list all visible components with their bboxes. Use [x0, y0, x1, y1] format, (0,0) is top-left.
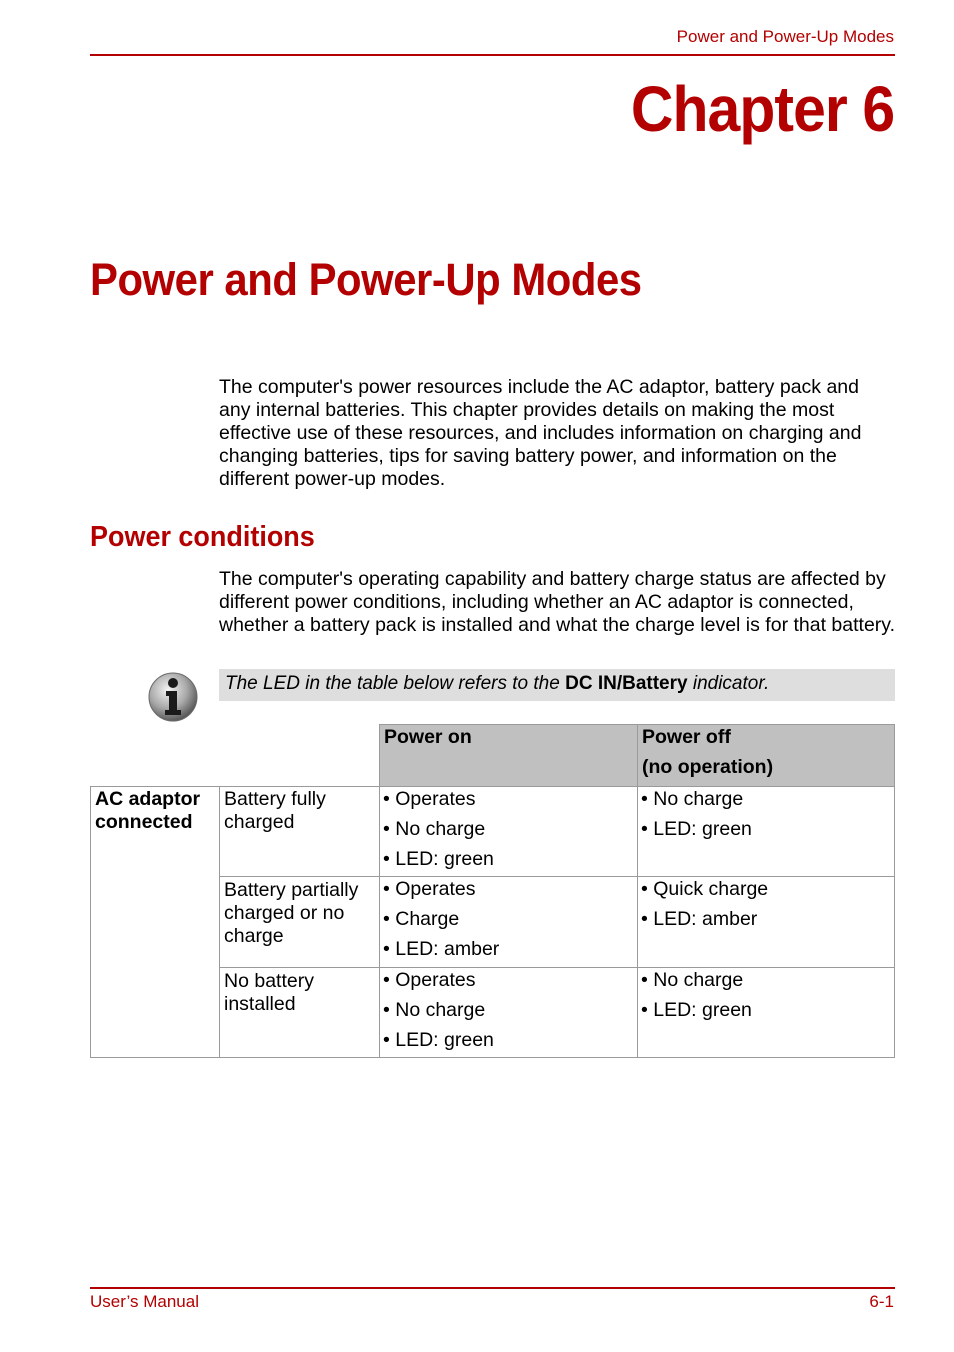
intro-paragraph: The computer's power resources include the AC adaptor, battery pack and any internal batteries. This chapter provides details on making the most effective use of these resources, and includes information on charging and changing batteries, tips for saving battery power, and information on the different power-up modes.: [219, 376, 862, 490]
section-heading: Power conditions: [90, 521, 315, 553]
table-rule: [379, 724, 895, 725]
table-rule: [219, 786, 220, 1057]
table-rule: [894, 724, 895, 1057]
header-power-on: [379, 724, 637, 786]
power-on-cell: [379, 876, 637, 966]
header-power-off-sublabel: (no operation): [642, 756, 774, 778]
table-rule: [219, 876, 895, 877]
table-rule: [90, 1057, 895, 1058]
list-item: • LED: green: [641, 818, 752, 840]
power-on-cell: [379, 786, 637, 876]
group-label: AC adaptor connected: [95, 788, 201, 833]
table-rule: [379, 724, 380, 1057]
header-power-off-label: Power off: [642, 726, 731, 748]
power-off-cell: [637, 967, 895, 1027]
note-suffix: indicator.: [687, 673, 770, 694]
list-item: • LED: amber: [383, 938, 500, 960]
page-number: 6-1: [869, 1292, 894, 1311]
table-rule: [90, 786, 91, 1057]
table-rule: [90, 786, 895, 787]
note-prefix: The LED in the table below refers to the: [225, 673, 566, 694]
header-power-off: [637, 724, 895, 786]
list-item: • No charge: [641, 969, 744, 991]
condition-cell: Battery partially charged or no charge: [224, 879, 359, 947]
list-item: • Operates: [383, 969, 476, 991]
page-title: Power and Power-Up Modes: [90, 254, 642, 305]
header-rule: [90, 54, 895, 56]
running-header: Power and Power-Up Modes: [676, 27, 894, 46]
power-on-cell: [379, 967, 637, 1057]
note-text: [225, 672, 769, 696]
list-item: • No charge: [383, 999, 486, 1021]
list-item: • Operates: [383, 788, 476, 810]
list-item: • LED: green: [641, 999, 752, 1021]
note-box: [219, 669, 895, 701]
note-bold: DC IN/Battery: [565, 673, 688, 694]
condition-cell: No battery installed: [224, 970, 314, 1015]
list-item: • LED: amber: [641, 908, 758, 930]
footer-rule: [90, 1287, 895, 1289]
info-icon: [147, 670, 201, 724]
list-item: • No charge: [383, 818, 486, 840]
list-item: • LED: green: [383, 1029, 494, 1051]
chapter-label: Chapter 6: [630, 73, 894, 145]
table-rule: [637, 724, 638, 1057]
list-item: • Operates: [383, 878, 476, 900]
power-off-cell: [637, 786, 895, 846]
section-paragraph: The computer's operating capability and battery charge status are affected by different power conditions, including whether an AC adaptor is connected, whether a battery pack is installed and what the charge level is for that battery.: [219, 568, 896, 636]
list-item: • Charge: [383, 908, 460, 930]
list-item: • LED: green: [383, 848, 494, 870]
condition-cell: Battery fully charged: [224, 788, 326, 833]
power-off-cell: [637, 876, 895, 936]
list-item: • Quick charge: [641, 878, 769, 900]
header-power-on-label: Power on: [384, 726, 472, 748]
list-item: • No charge: [641, 788, 744, 810]
footer-left: User’s Manual: [90, 1292, 199, 1311]
table-rule: [219, 967, 895, 968]
